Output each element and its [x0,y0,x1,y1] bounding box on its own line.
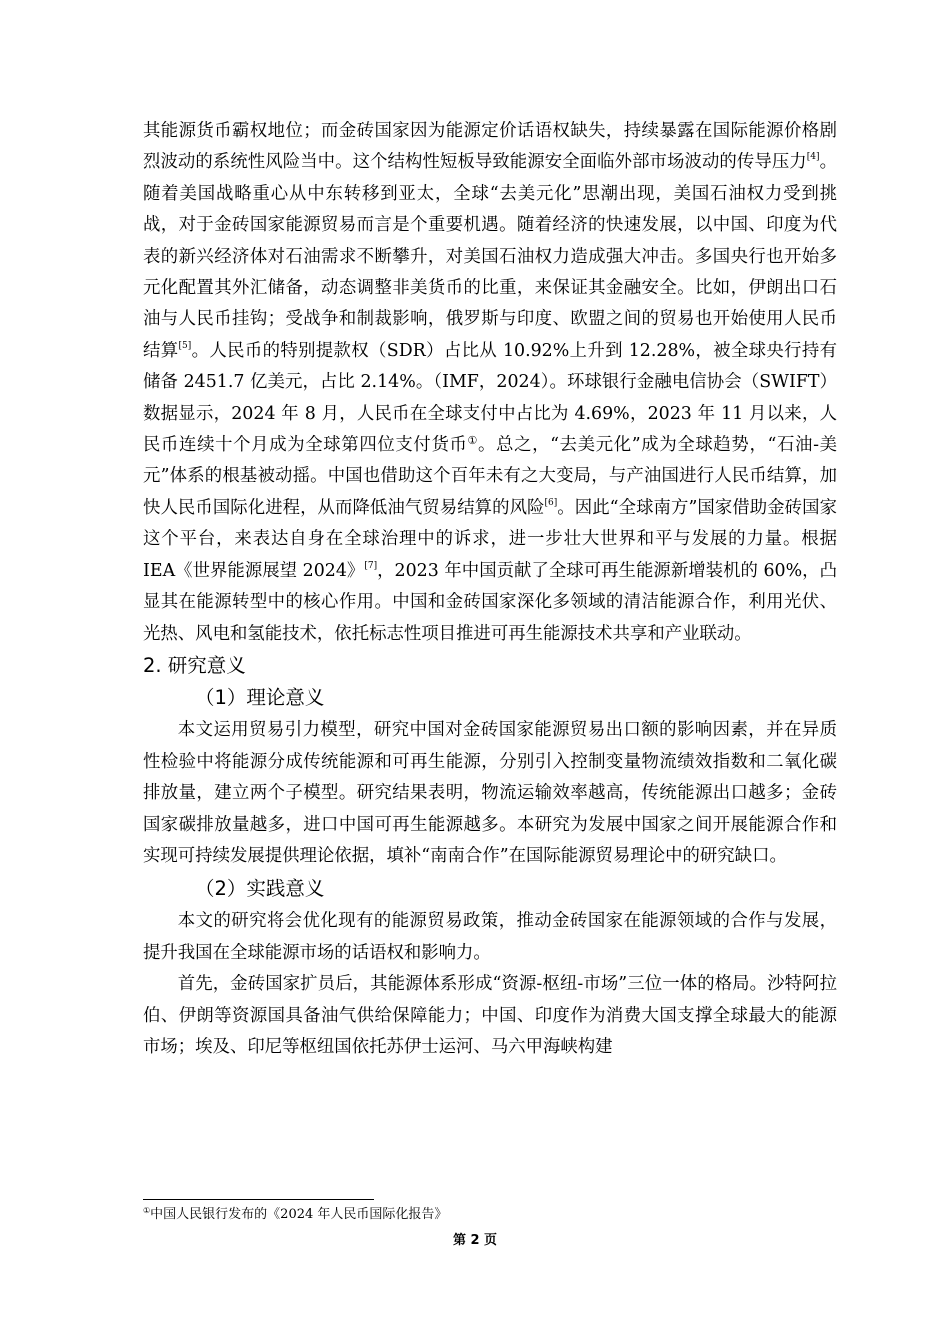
subheading-theoretical-significance: （1）理论意义 [195,686,325,710]
citation-ref: [7] [364,560,378,571]
footnote-divider [143,1199,374,1200]
paragraph-currency-hegemony: 其能源货币霸权地位；而金砖国家因为能源定价话语权缺失，持续暴露在国际能源价格剧烈波动的系统性风险当中。这个结构性短板导致能源安全面临外部市场波动的传导压力[4]。随着美国战略重心从中东转移到亚太，全球“去美元化”思潮出现，美国石油权力受到挑战，对于金砖国家能源贸易而言是个重要机遇。随着经济的快速发展，以中国、印度为代表的新兴经济体对石油需求不断攀升，对美国石油权力造成强大冲击。多国央行也开始多元化配置其外汇储备，动态调整非美货币的比重，来保证其金融安全。比如，伊朗出口石油与人民币挂钩；受战争和制裁影响，俄罗斯与印度、欧盟之间的贸易也开始使用人民币结算[5]。人民币的特别提款权（SDR）占比从 10.92%上升到 12.28%，被全球央行持有储备 2451.7 亿美元，占比 2.14%。（IMF，2024）。环球银行金融电信协会（SWIFT）数据显示，2024 年 8 月，人民币在全球支付中占比为 4.69%，2023 年 11 月以来，人民币连续十个月成为全球第四位支付货币①。总之，“去美元化”成为全球趋势，“石油-美元”体系的根基被动摇。中国也借助这个百年未有之大变局，与产油国进行人民币结算，加快人民币国际化进程，从而降低油气贸易结算的风险[6]。因此“全球南方”国家借助金砖国家这个平台，来表达自身在全球治理中的诉求，进一步壮大世界和平与发展的力量。根据 IEA《世界能源展望 2024》[7]，2023 年中国贡献了全球可再生能源新增装机的 60%，凸显其在能源转型中的核心作用。中国和金砖国家深化多领域的清洁能源合作，利用光伏、光热、风电和氢能技术，依托标志性项目推进可再生能源技术共享和产业联动。 [143,121,837,644]
paragraph-practical-significance-1: 本文的研究将会优化现有的能源贸易政策，推动金砖国家在能源领域的合作与发展，提升我国在全球能源市场的话语权和影响力。 [143,911,837,963]
section-heading-research-significance: 2. 研究意义 [143,653,246,677]
paragraph-theoretical-significance: 本文运用贸易引力模型，研究中国对金砖国家能源贸易出口额的影响因素，并在异质性检验中将能源分成传统能源和可再生能源，分别引入控制变量物流绩效指数和二氧化碳排放量，建立两个子模型。研究结果表明，物流运输效率越高，传统能源出口越多；金砖国家碳排放量越多，进口中国可再生能源越多。本研究为发展中国家之间开展能源合作和实现可持续发展提供理论依据，填补“南南合作”在国际能源贸易理论中的研究缺口。 [143,720,837,866]
main-text [143,116,837,1063]
paragraph-practical-significance-2: 首先，金砖国家扩员后，其能源体系形成“资源-枢纽-市场”三位一体的格局。沙特阿拉伯、伊朗等资源国具备油气供给保障能力；中国、印度作为消费大国支撑全球最大的能源市场；埃及、印尼等枢纽国依托苏伊士运河、马六甲海峡构建 [143,974,837,1057]
citation-ref: [4] [806,152,820,163]
citation-ref: [5] [178,340,192,351]
footnote-text: 中国人民银行发布的《2024 年人民币国际化报告》 [150,1207,448,1222]
footnote [143,1206,837,1224]
footnote-mark: ① [143,1206,151,1215]
page-number: 第 2 页 [452,1233,498,1248]
footnote-marker: ① [467,434,479,448]
subheading-practical-significance: （2）实践意义 [195,877,325,901]
citation-ref: [6] [544,497,558,508]
